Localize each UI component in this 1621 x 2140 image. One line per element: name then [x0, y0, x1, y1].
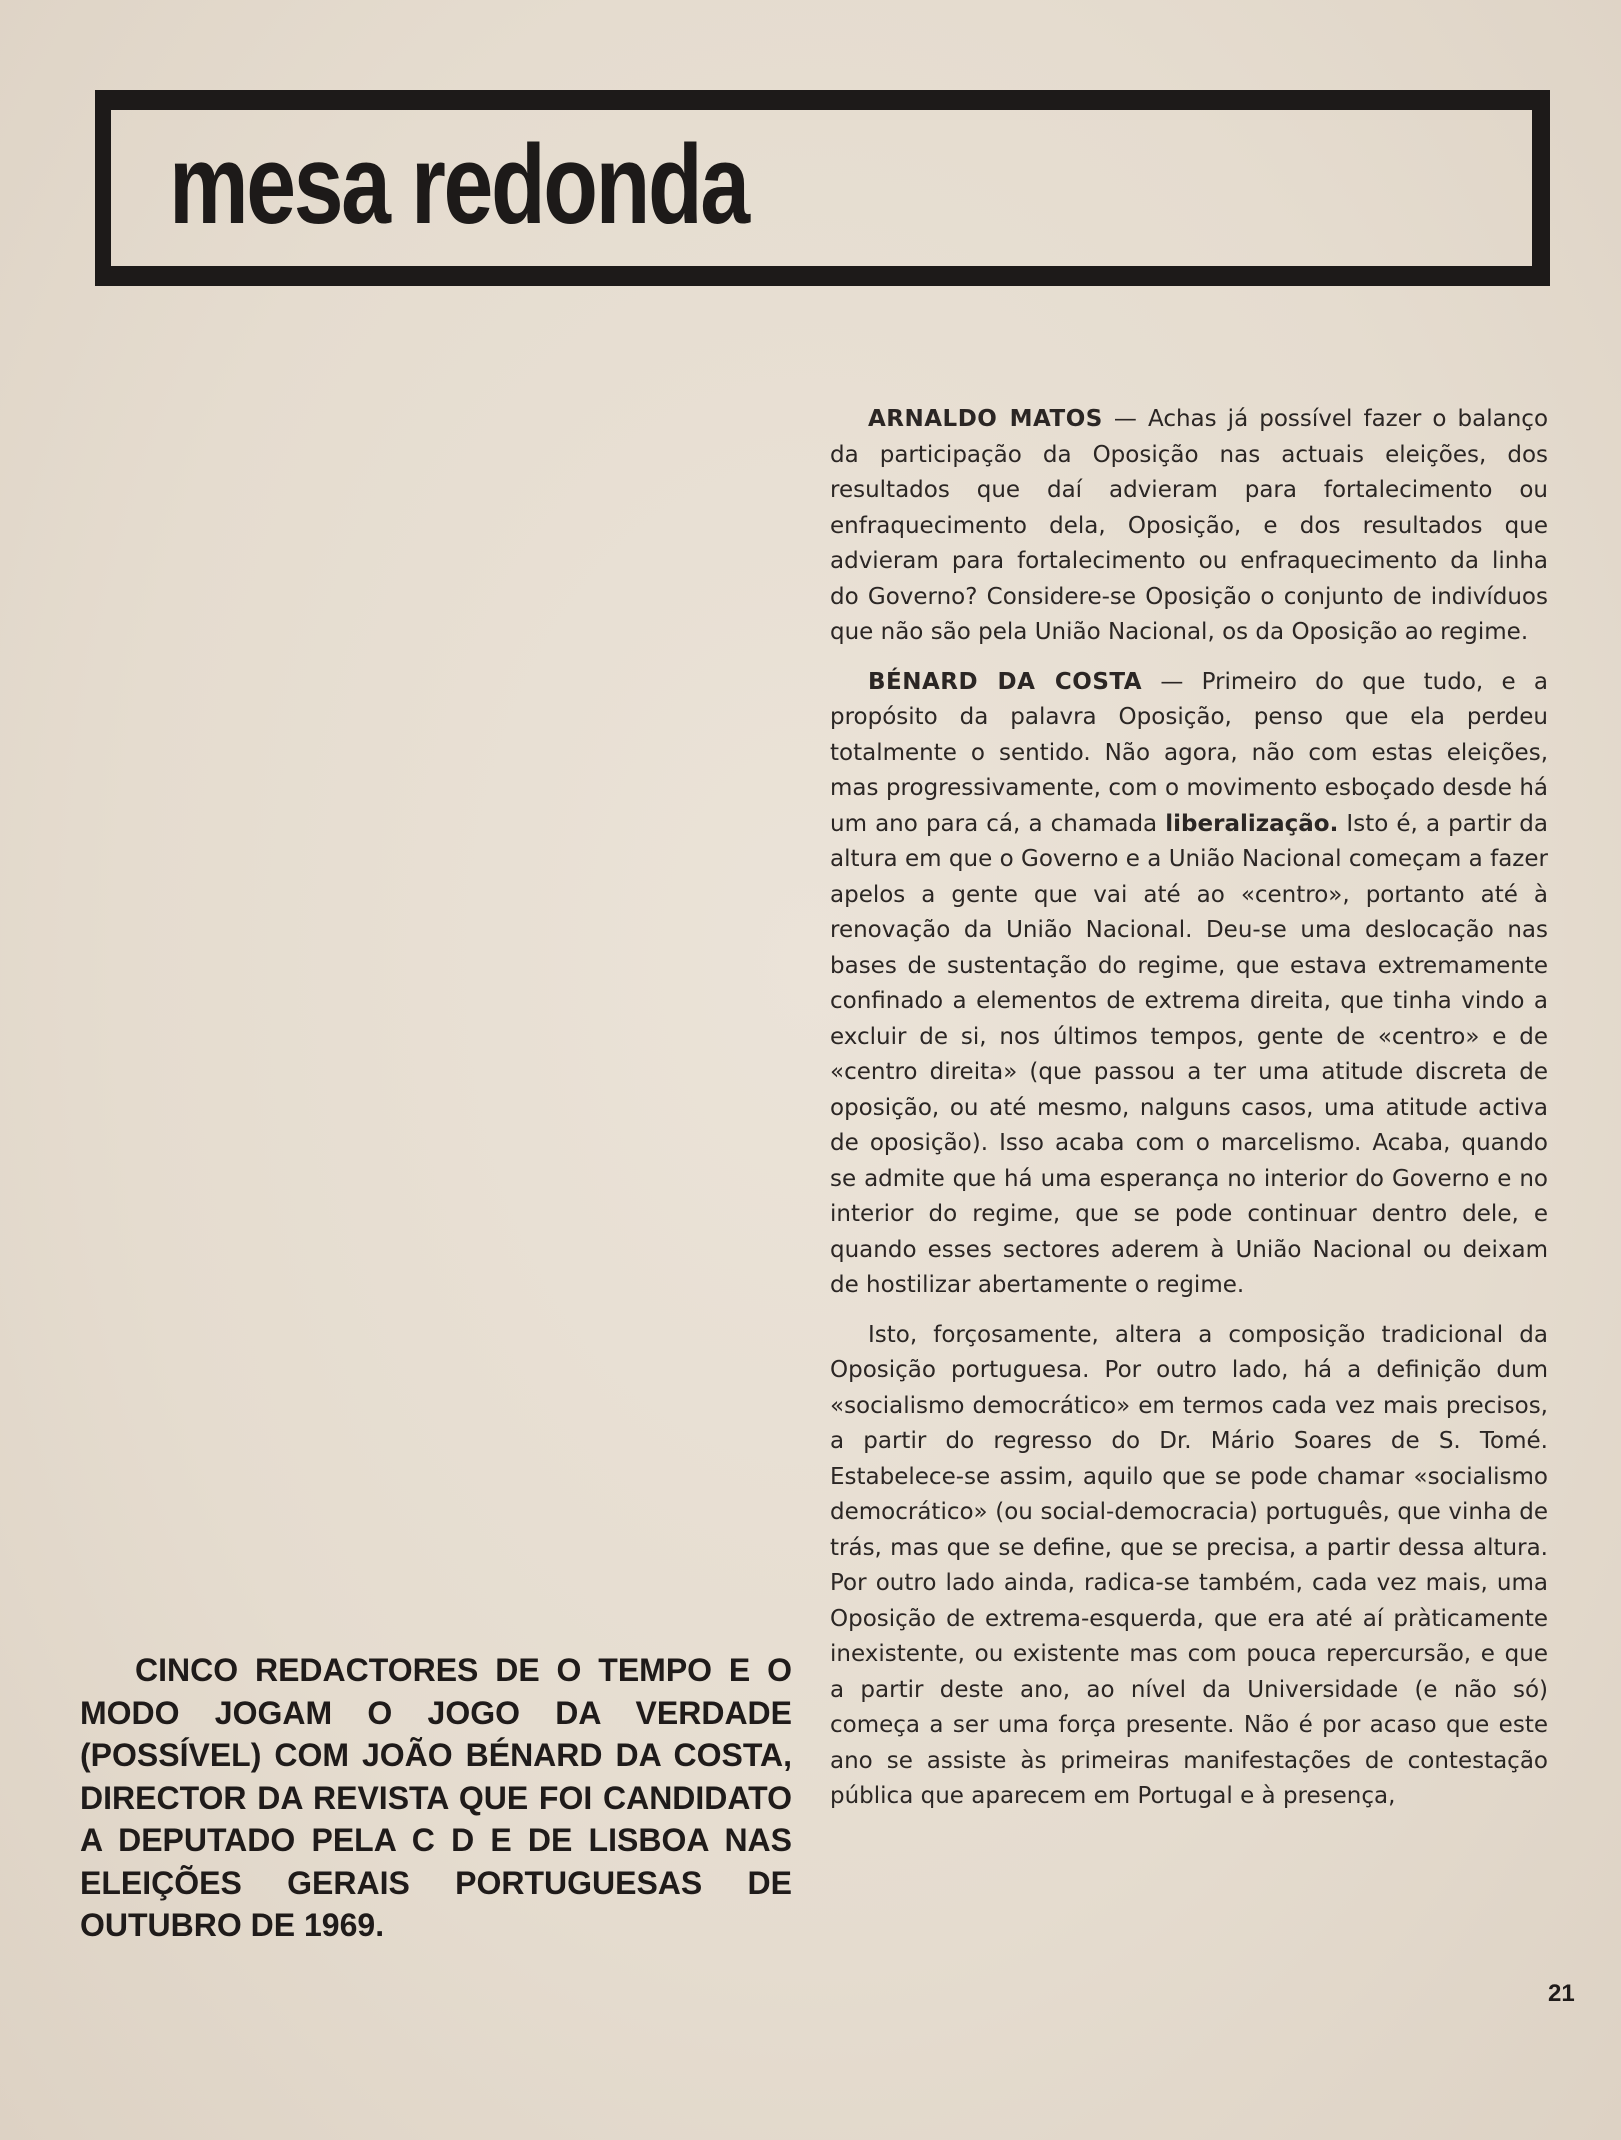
- paragraph-text: Primeiro do que tudo, e a propósito da palavra Oposição, penso que ela perdeu totalmente o sentido. Não agora, não com estas eleições, mas progressivamente, com o movimento esboçado desde há um ano para cá, a chamada: [830, 668, 1548, 837]
- paragraph-text-continued: Isto é, a partir da altura em que o Governo e a União Nacional começam a fazer apelos a gente que vai até ao «centro», portanto até à renovação da União Nacional. Deu-se uma deslocação nas bases de sustentação do regime, que estava extremamente confinado a elementos de extrema direita, que tinha vindo a excluir de si, nos últimos tempos, gente de «centro» e de «centro direita» (que passou a ter uma atitude discreta de oposição, ou até mesmo, nalguns casos, uma atitude activa de oposição). Isso acaba com o marcelismo. Acaba, quando se admite que há uma esperança no interior do Governo e no interior do regime, que se pode continuar dentro dele, e quando esses sectores aderem à União Nacional ou deixam de hostilizar abertamente o regime.: [830, 810, 1548, 1298]
- article-paragraph: [830, 665, 1548, 1304]
- page-number: 21: [1548, 1980, 1575, 2007]
- article-paragraph: [830, 402, 1548, 651]
- paragraph-text: Achas já possível fazer o balanço da participação da Oposição nas actuais eleições, dos resultados que daí advieram para fortalecimento ou enfraquecimento dela, Oposição, e dos resultados que advieram para fortalecimento ou enfraquecimento da linha do Governo? Considere-se Oposição o conjunto de indivíduos que não são pela União Nacional, os da Oposição ao regime.: [830, 406, 1549, 645]
- title-frame: [95, 90, 1550, 286]
- speaker-dash: —: [1142, 668, 1202, 695]
- speaker-name: BÉNARD DA COSTA: [868, 668, 1143, 695]
- paragraph-text: Isto, forçosamente, altera a composição tradicional da Oposição portuguesa. Por outro lado, há a definição dum «socialismo democrático» em termos cada vez mais precisos, a partir do regresso do Dr. Mário Soares de S. Tomé. Estabelece-se assim, aquilo que se pode chamar «socialismo democrático» (ou social-democracia) português, que vinha de trás, mas que se define, que se precisa, a partir dessa altura. Por outro lado ainda, radica-se também, cada vez mais, uma Oposição de extrema-esquerda, que era até aí pràticamente inexistente, ou existente mas com pouca repercursão, e que a partir deste ano, ao nível da Universidade (e não só) começa a ser uma força presente. Não é por acaso que este ano se assiste às primeiras manifestações de contestação pública que aparecem em Portugal e à presença,: [830, 1321, 1548, 1809]
- speaker-name: ARNALDO MATOS: [868, 406, 1103, 432]
- article-paragraph: [830, 1318, 1548, 1815]
- page-title: mesa redonda: [169, 122, 748, 247]
- speaker-dash: —: [1102, 406, 1148, 432]
- article-body: [830, 402, 1548, 1829]
- intro-caption: CINCO REDACTORES DE O TEMPO E O MODO JOGAM O JOGO DA VERDADE (POSSÍVEL) COM JOÃO BÉNARD DA COSTA, DIRECTOR DA REVISTA QUE FOI CANDIDATO A DEPUTADO PELA C D E DE LISBOA NAS ELEIÇÕES GERAIS PORTUGUESAS DE OUTUBRO DE 1969.: [80, 1652, 792, 1943]
- emphasized-term: liberalização.: [1165, 810, 1339, 837]
